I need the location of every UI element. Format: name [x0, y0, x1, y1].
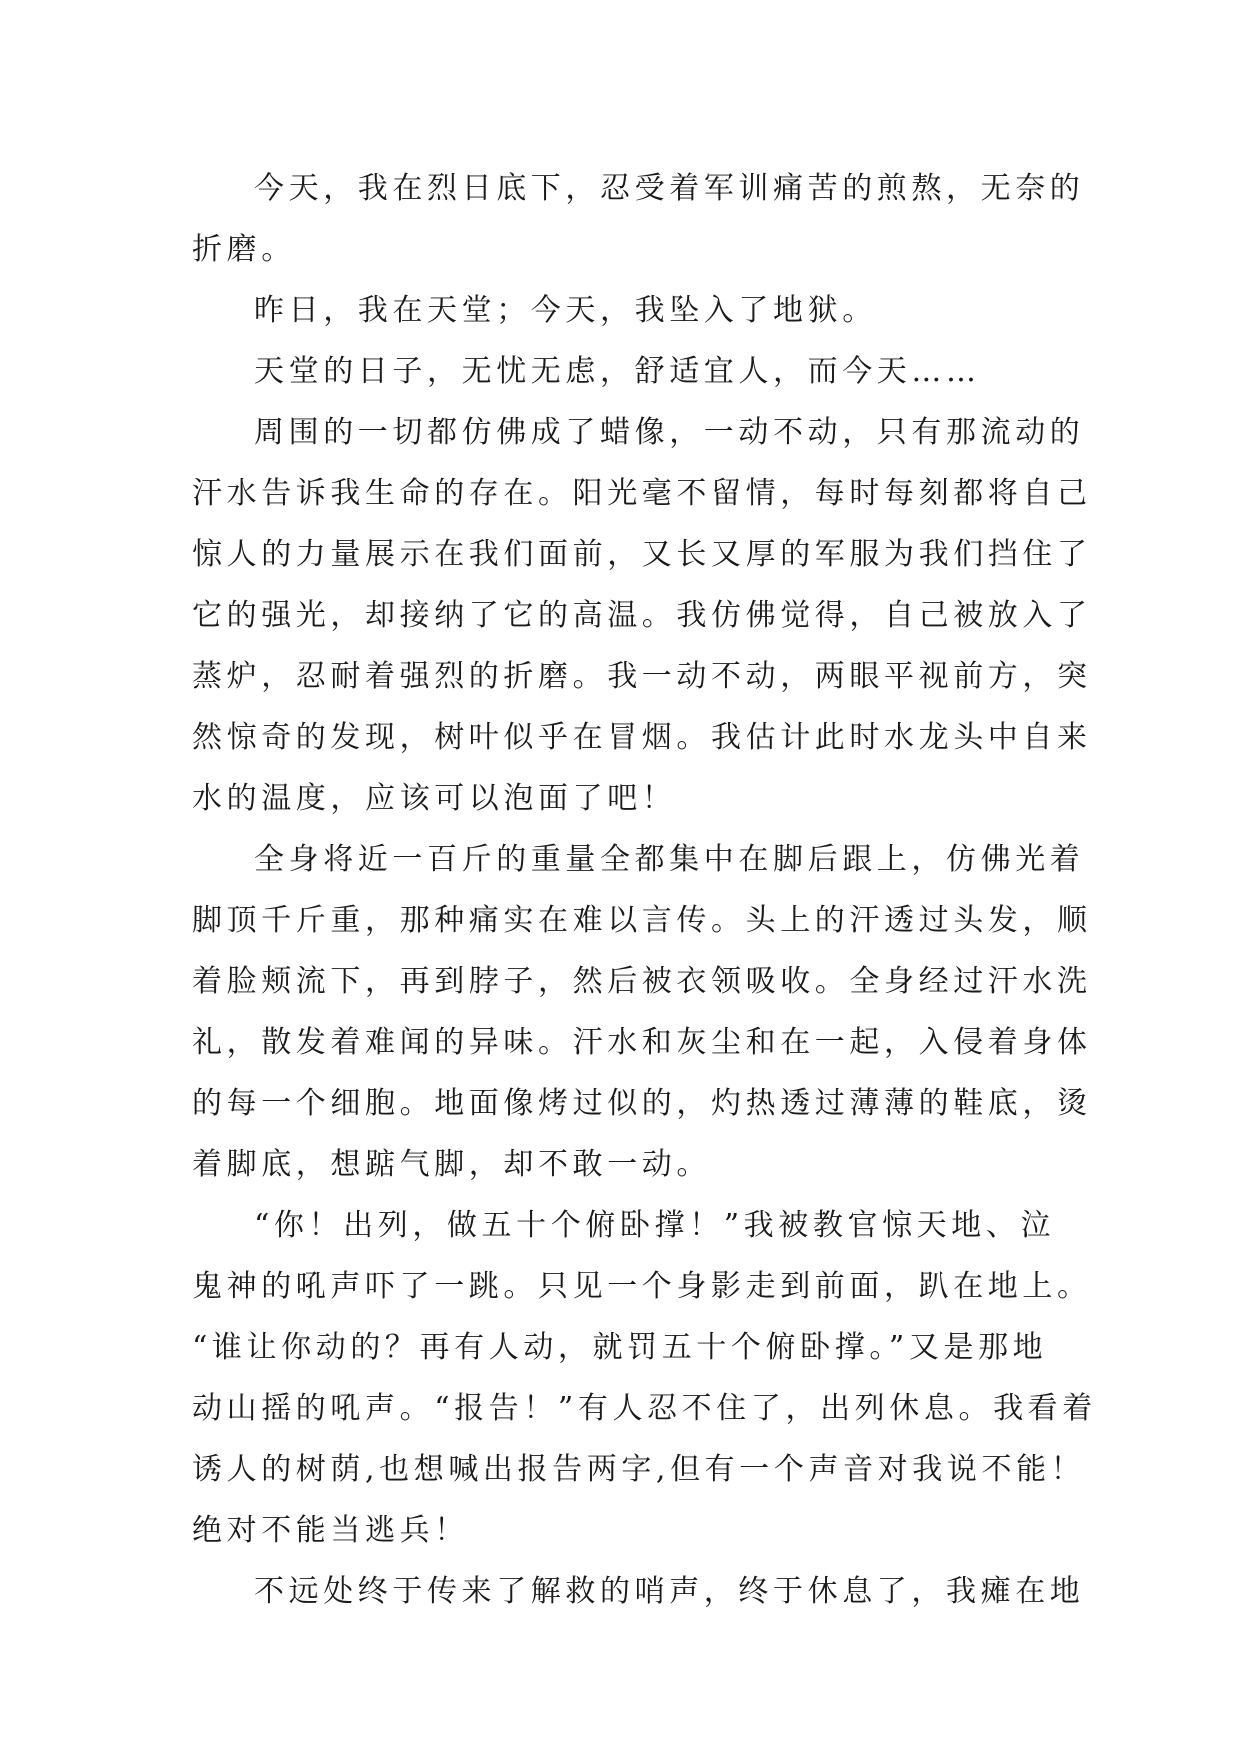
text-line: 着脚底，想踮气脚，却不敢一动。 — [192, 1147, 711, 1182]
text-line: 鬼神的吼声吓了一跳。只见一个身影走到前面，趴在地上。 — [192, 1269, 1092, 1304]
text-line: 全身将近一百斤的重量全都集中在脚后跟上，仿佛光着 — [254, 842, 1085, 877]
text-line: 着脸颊流下，再到脖子，然后被衣领吸收。全身经过汗水洗 — [192, 964, 1092, 999]
text-line: 汗水告诉我生命的存在。阳光毫不留情，每时每刻都将自己 — [192, 476, 1092, 511]
text-line: 礼，散发着难闻的异味。汗水和灰尘和在一起，入侵着身体 — [192, 1025, 1092, 1060]
text-line: “你！出列，做五十个俯卧撑！”我被教官惊天地、泣 — [254, 1208, 1056, 1243]
text-line: 水的温度，应该可以泡面了吧！ — [192, 781, 677, 816]
document-body — [192, 158, 1097, 1622]
text-line: 天堂的日子，无忧无虑，舒适宜人，而今天…… — [254, 354, 981, 389]
text-line: 诱人的树荫,也想喊出报告两字,但有一个声音对我说不能！ — [192, 1452, 1086, 1487]
text-line: 然惊奇的发现，树叶似乎在冒烟。我估计此时水龙头中自来 — [192, 720, 1092, 755]
text-line: 动山摇的吼声。“报告！”有人忍不住了，出列休息。我看着 — [192, 1391, 1097, 1426]
text-line: 绝对不能当逃兵！ — [192, 1513, 469, 1548]
text-line: 脚顶千斤重，那种痛实在难以言传。头上的汗透过头发，顺 — [192, 903, 1092, 938]
text-line: 不远处终于传来了解救的哨声，终于休息了，我瘫在地 — [254, 1574, 1085, 1609]
text-line: “谁让你动的？再有人动，就罚五十个俯卧撑。”又是那地 — [192, 1330, 1048, 1365]
text-line: 惊人的力量展示在我们面前，又长又厚的军服为我们挡住了 — [192, 537, 1092, 572]
text-line: 周围的一切都仿佛成了蜡像，一动不动，只有那流动的 — [254, 415, 1085, 450]
text-line: 蒸炉，忍耐着强烈的折磨。我一动不动，两眼平视前方，突 — [192, 659, 1092, 694]
text-line: 的每一个细胞。地面像烤过似的，灼热透过薄薄的鞋底，烫 — [192, 1086, 1092, 1121]
text-line: 它的强光，却接纳了它的高温。我仿佛觉得，自己被放入了 — [192, 598, 1092, 633]
text-line: 今天，我在烈日底下，忍受着军训痛苦的煎熬，无奈的 — [254, 171, 1085, 206]
text-line: 折磨。 — [192, 232, 296, 267]
text-line: 昨日，我在天堂；今天，我坠入了地狱。 — [254, 293, 877, 328]
